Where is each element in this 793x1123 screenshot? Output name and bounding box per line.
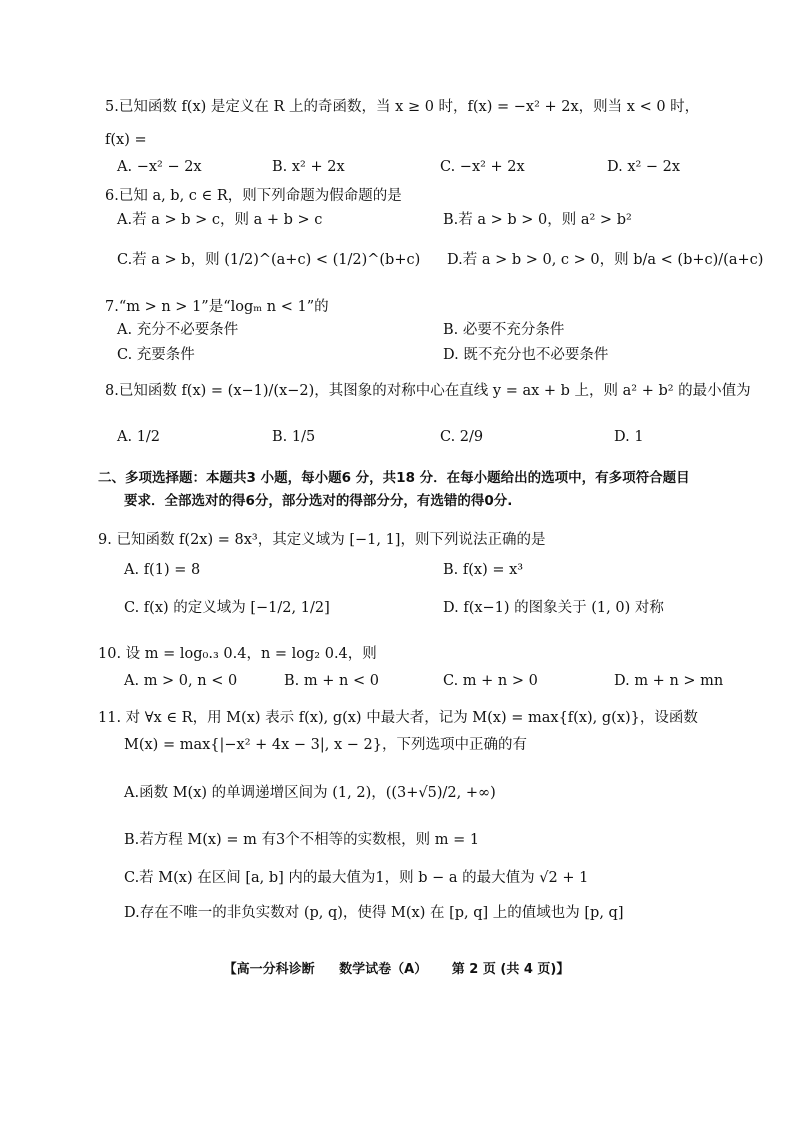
footer-page-number: 第 2 页 (共 4 页)】 bbox=[451, 962, 570, 977]
q7-stem: 7.“m > n > 1”是“logₘ n < 1”的 bbox=[105, 299, 329, 315]
q5-d: D. x² − 2x bbox=[607, 159, 681, 175]
q11-b: B.若方程 M(x) = m 有3个不相等的实数根，则 m = 1 bbox=[124, 832, 480, 848]
q11-d: D.存在不唯一的非负实数对 (p, q)，使得 M(x) 在 [p, q] 上的值域也为 [p, q] bbox=[124, 905, 624, 921]
q8-c: C. 2/9 bbox=[440, 429, 484, 445]
q7-d: D. 既不充分也不必要条件 bbox=[443, 347, 609, 363]
q10-stem: 10. 设 m = log₀.₃ 0.4，n = log₂ 0.4，则 bbox=[98, 646, 377, 662]
q11-stem-cont: M(x) = max{|−x² + 4x − 3|, x − 2}，下列选项中正确的有 bbox=[124, 737, 527, 753]
q5-a: A. −x² − 2x bbox=[117, 159, 202, 175]
q6-a: A.若 a > b > c，则 a + b > c bbox=[117, 212, 323, 228]
q7-b: B. 必要不充分条件 bbox=[443, 322, 565, 338]
q10-d: D. m + n > mn bbox=[614, 673, 724, 689]
q9-a: A. f(1) = 8 bbox=[124, 562, 201, 578]
section-2-heading-cont: 要求．全部选对的得6分，部分选对的得部分分，有选错的得0分. bbox=[124, 493, 513, 509]
q5-b: B. x² + 2x bbox=[272, 159, 345, 175]
q9-stem: 9. 已知函数 f(2x) = 8x³，其定义域为 [−1, 1]，则下列说法正确的是 bbox=[98, 532, 546, 548]
q11-stem: 11. 对 ∀x ∈ R，用 M(x) 表示 f(x), g(x) 中最大者，记为 M(x) = max{f(x), g(x)}，设函数 bbox=[98, 710, 698, 726]
page-footer bbox=[0, 958, 793, 977]
q11-a: A.函数 M(x) 的单调递增区间为 (1, 2)，((3+√5)/2, +∞) bbox=[124, 785, 496, 801]
q9-d: D. f(x−1) 的图象关于 (1, 0) 对称 bbox=[443, 600, 664, 616]
q8-b: B. 1/5 bbox=[272, 429, 316, 445]
q5-c: C. −x² + 2x bbox=[440, 159, 525, 175]
footer-exam-label: 【高一分科诊断 bbox=[223, 962, 315, 977]
q7-c: C. 充要条件 bbox=[117, 347, 195, 363]
footer-subject: 数学试卷（A） bbox=[339, 962, 428, 977]
q8-a: A. 1/2 bbox=[117, 429, 161, 445]
q10-a: A. m > 0, n < 0 bbox=[124, 673, 238, 689]
q8-stem: 8.已知函数 f(x) = (x−1)/(x−2)，其图象的对称中心在直线 y = ax + b 上，则 a² + b² 的最小值为 bbox=[105, 383, 751, 399]
q10-b: B. m + n < 0 bbox=[284, 673, 379, 689]
q6-stem: 6.已知 a, b, c ∈ R，则下列命题为假命题的是 bbox=[105, 188, 402, 204]
q6-b: B.若 a > b > 0，则 a² > b² bbox=[443, 212, 632, 228]
q7-a: A. 充分不必要条件 bbox=[117, 322, 239, 338]
q6-d: D.若 a > b > 0, c > 0，则 b/a < (b+c)/(a+c) bbox=[447, 252, 764, 268]
q9-c: C. f(x) 的定义域为 [−1/2, 1/2] bbox=[124, 600, 330, 616]
q5-stem-cont: f(x) = bbox=[105, 132, 147, 148]
q11-c: C.若 M(x) 在区间 [a, b] 内的最大值为1，则 b − a 的最大值为 √2 + 1 bbox=[124, 870, 589, 886]
q9-b: B. f(x) = x³ bbox=[443, 562, 524, 578]
q5-stem: 5.已知函数 f(x) 是定义在 R 上的奇函数，当 x ≥ 0 时，f(x) = −x² + 2x，则当 x < 0 时， bbox=[105, 99, 700, 115]
q10-c: C. m + n > 0 bbox=[443, 673, 538, 689]
section-2-heading: 二、多项选择题：本题共3 小题，每小题6 分，共18 分．在每小题给出的选项中，有多项符合题目 bbox=[98, 470, 690, 486]
q8-d: D. 1 bbox=[614, 429, 644, 445]
q6-c: C.若 a > b，则 (1/2)^(a+c) < (1/2)^(b+c) bbox=[117, 252, 421, 268]
